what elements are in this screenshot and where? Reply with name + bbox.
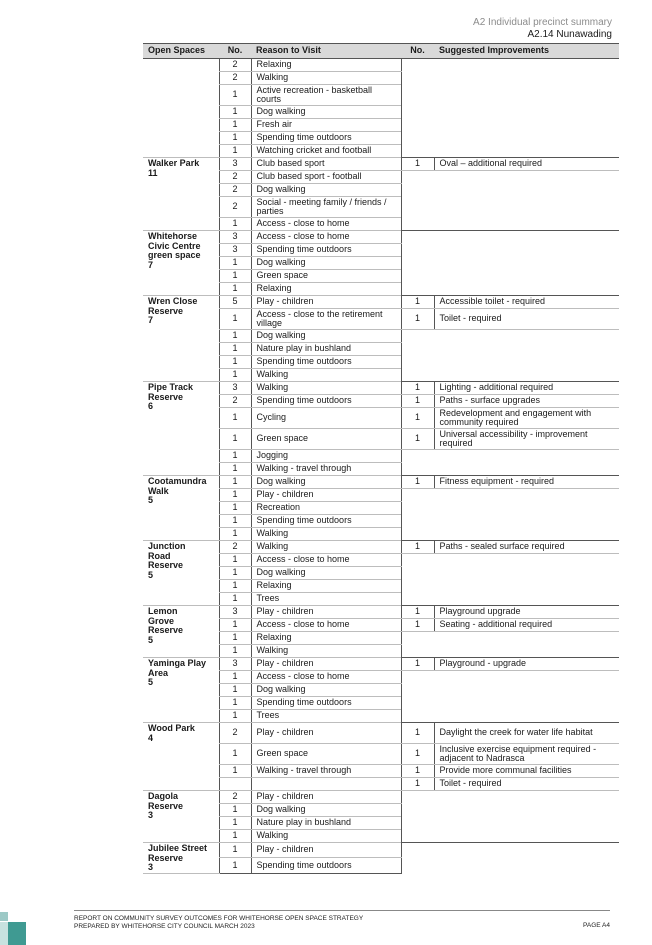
open-space-name-line: 7: [148, 259, 154, 270]
reason-to-visit: Walking: [251, 72, 401, 85]
open-space-name-line: Reserve: [148, 560, 184, 570]
improvement-count: 1: [401, 476, 434, 489]
open-space-name-line: 11: [148, 167, 158, 178]
reason-to-visit: Dog walking: [251, 106, 401, 119]
open-space-name-line: Grove: [148, 615, 175, 626]
empty-improvement-cell: [401, 489, 619, 541]
suggested-improvement: Playground - upgrade: [434, 658, 619, 671]
visit-count: 1: [219, 830, 251, 843]
table-row: [143, 723, 619, 744]
reason-to-visit: Nature play in bushland: [251, 817, 401, 830]
open-space-name: [143, 59, 219, 158]
reason-to-visit: Walking: [251, 382, 401, 395]
improvement-count: 1: [401, 619, 434, 632]
reason-to-visit: Dog walking: [251, 257, 401, 270]
visit-count: 1: [219, 408, 251, 429]
visit-count: 1: [219, 343, 251, 356]
reason-to-visit: Club based sport - football: [251, 171, 401, 184]
suggested-improvement: Playground upgrade: [434, 606, 619, 619]
visit-count: 1: [219, 515, 251, 528]
open-space-name-line: green space: [148, 250, 201, 260]
reason-to-visit: Play - children: [251, 791, 401, 804]
visit-count: 1: [219, 283, 251, 296]
visit-count: 1: [219, 309, 251, 330]
suggested-improvement: Fitness equipment - required: [434, 476, 619, 489]
visit-count: 5: [219, 296, 251, 309]
reason-to-visit: Walking: [251, 528, 401, 541]
visit-count: 2: [219, 395, 251, 408]
col-open-spaces: Open Spaces: [143, 44, 219, 59]
reason-to-visit: Walking: [251, 369, 401, 382]
reason-to-visit: Play - children: [251, 296, 401, 309]
footer-prepared-by: PREPARED BY WHITEHORSE CITY COUNCIL MARCH 2023: [74, 923, 255, 930]
reason-to-visit: Dog walking: [251, 567, 401, 580]
open-space-name: [143, 231, 219, 296]
reason-to-visit: Watching cricket and football: [251, 145, 401, 158]
open-space-name: [143, 158, 219, 231]
reason-to-visit: Spending time outdoors: [251, 356, 401, 369]
table-header-row: [143, 44, 619, 59]
reason-to-visit: Social - meeting family / friends / parties: [251, 197, 401, 218]
visit-count: 3: [219, 244, 251, 257]
visit-count: 1: [219, 593, 251, 606]
visit-count: 1: [219, 697, 251, 710]
empty-improvement-cell: [401, 231, 619, 296]
visit-count: 1: [219, 710, 251, 723]
reason-to-visit: Play - children: [251, 843, 401, 858]
reason-to-visit: Play - children: [251, 723, 401, 744]
improvement-count: 1: [401, 765, 434, 778]
table-row: [143, 59, 619, 72]
reason-to-visit: Dog walking: [251, 184, 401, 197]
visit-count: 1: [219, 85, 251, 106]
visit-count: 3: [219, 606, 251, 619]
open-space-name-line: Area: [148, 667, 169, 678]
visit-count: 3: [219, 382, 251, 395]
reason-to-visit: Dog walking: [251, 330, 401, 343]
reason-to-visit: Spending time outdoors: [251, 858, 401, 873]
empty-improvement-cell: [401, 843, 619, 874]
reason-to-visit: Fresh air: [251, 119, 401, 132]
reason-to-visit: Spending time outdoors: [251, 515, 401, 528]
empty-improvement-cell: [401, 171, 619, 231]
reason-to-visit: Spending time outdoors: [251, 395, 401, 408]
footer-decoration-block: [0, 922, 8, 945]
reason-to-visit: Relaxing: [251, 632, 401, 645]
visit-count: 1: [219, 270, 251, 283]
visit-count: 1: [219, 145, 251, 158]
suggested-improvement: Toilet - required: [434, 778, 619, 791]
reason-to-visit: Cycling: [251, 408, 401, 429]
open-space-name: [143, 606, 219, 658]
subsection-title: A2.14 Nunawading: [527, 29, 612, 40]
suggested-improvement: Paths - surface upgrades: [434, 395, 619, 408]
empty-improvement-cell: [401, 330, 619, 382]
reason-to-visit: Play - children: [251, 489, 401, 502]
reason-to-visit: Trees: [251, 593, 401, 606]
footer: [74, 915, 363, 931]
open-space-name-line: Yaminga Play: [148, 658, 207, 668]
visit-count: 1: [219, 765, 251, 778]
reason-to-visit: Dog walking: [251, 476, 401, 489]
visit-count: 1: [219, 463, 251, 476]
improvement-count: 1: [401, 778, 434, 791]
improvement-count: 1: [401, 296, 434, 309]
open-space-name-line: Junction: [148, 541, 186, 551]
visit-count: 2: [219, 791, 251, 804]
empty-improvement-cell: [401, 59, 619, 158]
improvement-count: 1: [401, 158, 434, 171]
suggested-improvement: Seating - additional required: [434, 619, 619, 632]
open-space-name-line: Civic Centre: [148, 240, 201, 251]
table-row: [143, 231, 619, 244]
visit-count: 1: [219, 257, 251, 270]
table-row: [143, 382, 619, 395]
reason-to-visit: Walking: [251, 830, 401, 843]
suggested-improvement: Daylight the creek for water life habitat: [434, 723, 619, 744]
reason-to-visit: Access - close to home: [251, 554, 401, 567]
table-row: [143, 843, 619, 858]
visit-count: 1: [219, 619, 251, 632]
suggested-improvement: Provide more communal facilities: [434, 765, 619, 778]
footer-report-title: REPORT ON COMMUNITY SURVEY OUTCOMES FOR WHITEHORSE OPEN SPACE STRATEGY: [74, 915, 364, 922]
visit-count: 3: [219, 658, 251, 671]
open-spaces-table: [143, 43, 619, 874]
visit-count: 1: [219, 645, 251, 658]
visit-count: 1: [219, 119, 251, 132]
visit-count: 3: [219, 158, 251, 171]
visit-count: 1: [219, 858, 251, 873]
open-space-name-line: 5: [148, 634, 154, 645]
visit-count: 2: [219, 72, 251, 85]
page-header: [473, 17, 612, 41]
reason-to-visit: Trees: [251, 710, 401, 723]
open-space-name: [143, 843, 219, 874]
visit-count: 3: [219, 231, 251, 244]
visit-count: 1: [219, 502, 251, 515]
open-space-name: [143, 476, 219, 541]
reason-to-visit: Green space: [251, 429, 401, 450]
improvement-count: 1: [401, 395, 434, 408]
reason-to-visit: Active recreation - basketball courts: [251, 85, 401, 106]
open-space-name: [143, 791, 219, 843]
table-body: [143, 59, 619, 874]
reason-to-visit: Walking: [251, 541, 401, 554]
visit-count: 1: [219, 528, 251, 541]
reason-to-visit: Access - close to the retirement village: [251, 309, 401, 330]
open-space-name-line: Dagola: [148, 791, 179, 801]
visit-count: 1: [219, 429, 251, 450]
reason-to-visit: Relaxing: [251, 283, 401, 296]
open-space-name-line: Walker Park: [148, 158, 200, 168]
table-row: [143, 541, 619, 554]
reason-to-visit: Dog walking: [251, 684, 401, 697]
open-space-name-line: Road: [148, 550, 171, 561]
empty-improvement-cell: [401, 450, 619, 476]
table-row: [143, 296, 619, 309]
visit-count: 2: [219, 541, 251, 554]
visit-count: 2: [219, 59, 251, 72]
visit-count: 1: [219, 369, 251, 382]
reason-to-visit: Spending time outdoors: [251, 132, 401, 145]
open-space-name-line: Reserve: [148, 800, 184, 811]
improvement-count: 1: [401, 606, 434, 619]
suggested-improvement: Lighting - additional required: [434, 382, 619, 395]
open-space-name-line: Reserve: [148, 625, 184, 635]
reason-to-visit: Nature play in bushland: [251, 343, 401, 356]
visit-count: 1: [219, 476, 251, 489]
open-space-name: [143, 296, 219, 382]
reason-to-visit: Green space: [251, 744, 401, 765]
reason-to-visit: Green space: [251, 270, 401, 283]
visit-count: 2: [219, 171, 251, 184]
open-space-name-line: Wren Close: [148, 296, 198, 306]
visit-count: [219, 778, 251, 791]
visit-count: 1: [219, 843, 251, 858]
visit-count: 1: [219, 554, 251, 567]
open-space-name: [143, 541, 219, 606]
improvement-count: 1: [401, 408, 434, 429]
visit-count: 1: [219, 817, 251, 830]
col-improvements: Suggested Improvements: [434, 44, 619, 59]
reason-to-visit: Walking - travel through: [251, 463, 401, 476]
visit-count: 1: [219, 450, 251, 463]
reason-to-visit: [251, 778, 401, 791]
improvement-count: 1: [401, 723, 434, 744]
suggested-improvement: Accessible toilet - required: [434, 296, 619, 309]
open-space-name-line: 5: [148, 677, 154, 687]
reason-to-visit: Relaxing: [251, 59, 401, 72]
empty-improvement-cell: [401, 632, 619, 658]
suggested-improvement: Toilet - required: [434, 309, 619, 330]
reason-to-visit: Play - children: [251, 606, 401, 619]
suggested-improvement: Inclusive exercise equipment required - adjacent to Nadrasca: [434, 744, 619, 765]
table-row: [143, 158, 619, 171]
table-row: [143, 658, 619, 671]
reason-to-visit: Relaxing: [251, 580, 401, 593]
open-space-name-line: 3: [148, 862, 154, 872]
reason-to-visit: Club based sport: [251, 158, 401, 171]
open-space-name-line: 6: [148, 401, 154, 411]
visit-count: 2: [219, 723, 251, 744]
col-visit-count: No.: [219, 44, 251, 59]
reason-to-visit: Walking - travel through: [251, 765, 401, 778]
open-space-name-line: 7: [148, 315, 154, 325]
suggested-improvement: Universal accessibility - improvement required: [434, 429, 619, 450]
table-row: [143, 606, 619, 619]
open-space-name-line: 5: [148, 495, 154, 505]
reason-to-visit: Access - close to home: [251, 619, 401, 632]
visit-count: 1: [219, 567, 251, 580]
empty-improvement-cell: [401, 671, 619, 723]
reason-to-visit: Recreation: [251, 502, 401, 515]
reason-to-visit: Spending time outdoors: [251, 244, 401, 257]
reason-to-visit: Dog walking: [251, 804, 401, 817]
footer-decoration-block: [0, 912, 8, 921]
suggested-improvement: Oval – additional required: [434, 158, 619, 171]
section-title: A2 Individual precinct summary: [473, 17, 612, 28]
empty-improvement-cell: [401, 554, 619, 606]
open-space-name-line: 3: [148, 810, 154, 820]
open-space-name: [143, 382, 219, 476]
open-space-name-line: Jubilee Street: [148, 843, 208, 853]
visit-count: 1: [219, 489, 251, 502]
footer-decoration-block: [8, 922, 26, 945]
improvement-count: 1: [401, 744, 434, 765]
visit-count: 1: [219, 744, 251, 765]
visit-count: 1: [219, 684, 251, 697]
open-space-name-line: 5: [148, 569, 154, 580]
suggested-improvement: Redevelopment and engagement with community required: [434, 408, 619, 429]
open-space-name-line: Walk: [148, 485, 169, 496]
reason-to-visit: Jogging: [251, 450, 401, 463]
improvement-count: 1: [401, 309, 434, 330]
visit-count: 1: [219, 356, 251, 369]
reason-to-visit: Access - close to home: [251, 671, 401, 684]
visit-count: 2: [219, 184, 251, 197]
visit-count: 1: [219, 218, 251, 231]
reason-to-visit: Spending time outdoors: [251, 697, 401, 710]
visit-count: 1: [219, 132, 251, 145]
visit-count: 1: [219, 804, 251, 817]
reason-to-visit: Access - close to home: [251, 231, 401, 244]
improvement-count: 1: [401, 382, 434, 395]
reason-to-visit: Play - children: [251, 658, 401, 671]
open-space-name-line: Reserve: [148, 391, 184, 402]
col-reason: Reason to Visit: [251, 44, 401, 59]
open-space-name-line: Reserve: [148, 305, 184, 316]
reason-to-visit: Walking: [251, 645, 401, 658]
open-space-name-line: Pipe Track: [148, 382, 194, 392]
open-space-name-line: Wood Park: [148, 723, 195, 733]
visit-count: 2: [219, 197, 251, 218]
open-space-name: [143, 658, 219, 723]
open-space-name-line: Reserve: [148, 852, 184, 863]
col-improvement-count: No.: [401, 44, 434, 59]
open-space-name: [143, 723, 219, 791]
visit-count: 1: [219, 580, 251, 593]
footer-divider: [74, 910, 610, 911]
empty-improvement-cell: [401, 791, 619, 843]
reason-to-visit: Access - close to home: [251, 218, 401, 231]
suggested-improvement: Paths - sealed surface required: [434, 541, 619, 554]
visit-count: 1: [219, 330, 251, 343]
improvement-count: 1: [401, 429, 434, 450]
table-row: [143, 791, 619, 804]
table-row: [143, 476, 619, 489]
open-space-name-line: 4: [148, 732, 154, 743]
visit-count: 1: [219, 106, 251, 119]
improvement-count: 1: [401, 658, 434, 671]
open-space-name-line: Lemon: [148, 606, 178, 616]
open-space-name-line: Cootamundra: [148, 476, 207, 486]
improvement-count: 1: [401, 541, 434, 554]
open-space-name-line: Whitehorse: [148, 231, 198, 241]
visit-count: 1: [219, 632, 251, 645]
visit-count: 1: [219, 671, 251, 684]
page-number: PAGE A4: [583, 922, 610, 929]
